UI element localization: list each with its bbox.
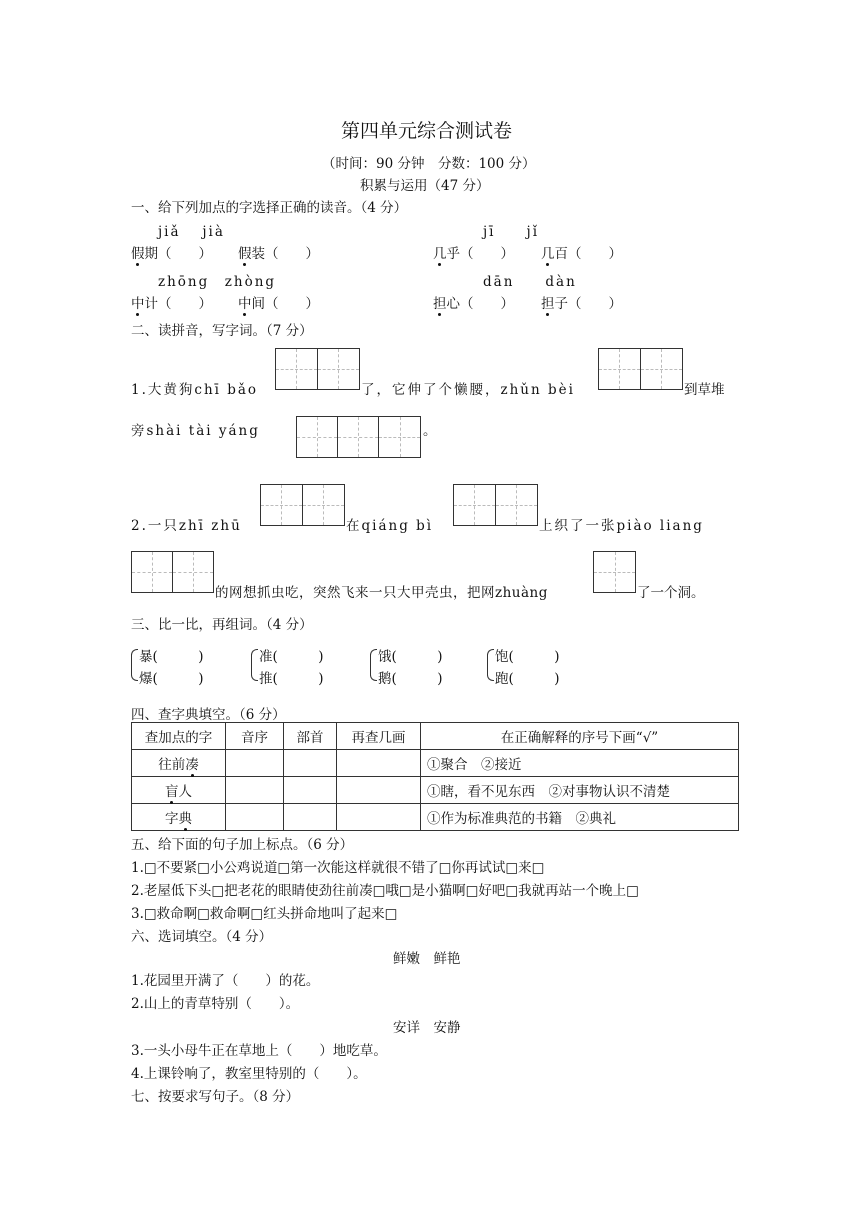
fill-question: 3.一头小母牛正在草地上（ ）地吃草。	[131, 1043, 387, 1059]
reading-item: 担心（ ）	[433, 292, 514, 312]
pinyin-options: jiǎ jià	[158, 224, 225, 240]
writing-grid[interactable]	[453, 484, 538, 526]
dotted-char: 几	[433, 242, 447, 262]
punctuation-sentence: 1.□不要紧□小公鸡说道□第一次能这样就很不错了□你再试试□来□	[131, 860, 545, 876]
dotted-char: 中	[238, 292, 252, 312]
reading-item: 几乎（ ）	[433, 242, 514, 262]
dotted-char: 盲	[165, 780, 179, 800]
answer-cell[interactable]	[284, 804, 337, 831]
section-7-heading: 七、按要求写句子。（8 分）	[131, 1089, 300, 1105]
table-header-row	[132, 723, 739, 750]
writing-grid[interactable]	[296, 416, 421, 458]
exam-meta: （时间：90 分钟 分数：100 分）	[322, 156, 536, 172]
compare-word: 饱( )	[495, 649, 560, 665]
writing-grid[interactable]	[598, 348, 683, 390]
writing-grid[interactable]	[593, 551, 636, 593]
compare-word: 鹅( )	[378, 671, 443, 687]
answer-cell[interactable]	[284, 750, 337, 777]
word-choices: 鲜嫩 鲜艳	[393, 951, 461, 967]
pinyin-sentence: 到草堆	[684, 382, 725, 398]
answer-cell[interactable]	[337, 750, 421, 777]
dotted-char: 假	[238, 242, 252, 262]
reading-item: 假装（ ）	[238, 242, 319, 262]
fill-question: 1.花园里开满了（ ）的花。	[131, 973, 320, 989]
reading-item: 假期（ ）	[131, 242, 212, 262]
fill-question: 4.上课铃响了，教室里特别的（ ）。	[131, 1066, 367, 1082]
reading-item: 几百（ ）	[541, 242, 622, 262]
answer-cell[interactable]	[337, 804, 421, 831]
part-title: 积累与运用（47 分）	[360, 178, 490, 194]
page-title: 第四单元综合测试卷	[341, 120, 513, 142]
pinyin-sentence: 在qiáng bì	[346, 518, 434, 534]
table-row	[132, 750, 739, 777]
answer-cell[interactable]	[226, 750, 284, 777]
target-word: 往前凑	[132, 750, 226, 777]
answer-cell[interactable]	[284, 777, 337, 804]
answer-cell[interactable]	[226, 804, 284, 831]
section-6-heading: 六、选词填空。（4 分）	[131, 929, 273, 945]
column-header: 部首	[284, 723, 337, 750]
dotted-char: 中	[131, 292, 145, 312]
reading-item: 中计（ ）	[131, 292, 212, 312]
reading-item: 担子（ ）	[541, 292, 622, 312]
column-header: 查加点的字	[132, 723, 226, 750]
target-word: 字典	[132, 804, 226, 831]
explanation-cell[interactable]: ①作为标准典范的书籍 ②典礼	[421, 804, 739, 831]
dotted-char: 担	[541, 292, 555, 312]
compare-word: 准( )	[259, 649, 324, 665]
dotted-char: 假	[131, 242, 145, 262]
writing-grid[interactable]	[260, 484, 345, 526]
pinyin-sentence: 了一个洞。	[637, 585, 705, 601]
section-5-heading: 五、给下面的句子加上标点。（6 分）	[131, 837, 354, 853]
table-row	[132, 777, 739, 804]
column-header: 音序	[226, 723, 284, 750]
section-3-heading: 三、比一比，再组词。（4 分）	[131, 617, 313, 633]
explanation-cell[interactable]: ①聚合 ②接近	[421, 750, 739, 777]
reading-item: 中间（ ）	[238, 292, 319, 312]
column-header: 在正确解释的序号下画“√”	[421, 723, 739, 750]
dictionary-table	[131, 722, 739, 831]
section-4-heading: 四、查字典填空。（6 分）	[131, 707, 286, 723]
brace	[251, 649, 258, 681]
pinyin-sentence: 了，它伸了个懒腰，zhǔn bèi	[361, 382, 575, 398]
pinyin-sentence: 的网想抓虫吃，突然飞来一只大甲壳虫，把网zhuàng	[215, 585, 548, 601]
punctuation-sentence: 2.老屋低下头□把老花的眼睛使劲往前凑□哦□是小猫啊□好吧□我就再站一个晚上□	[131, 883, 639, 899]
fill-question: 2.山上的青草特别（ ）。	[131, 996, 300, 1012]
answer-cell[interactable]	[226, 777, 284, 804]
pinyin-sentence: 上织了一张piào liang	[539, 518, 704, 534]
writing-grid[interactable]	[275, 348, 360, 390]
brace	[131, 649, 138, 681]
writing-grid[interactable]	[131, 551, 214, 593]
brace	[487, 649, 494, 681]
pinyin-options: dān dàn	[483, 274, 577, 290]
section-1-heading: 一、给下列加点的字选择正确的读音。（4 分）	[131, 200, 408, 216]
compare-word: 爆( )	[139, 671, 204, 687]
word-choices: 安详 安静	[393, 1020, 461, 1036]
compare-word: 跑( )	[495, 671, 560, 687]
pinyin-sentence: 旁shài tài yáng	[131, 423, 260, 439]
pinyin-sentence: 1.大黄狗chī bǎo	[131, 382, 259, 398]
answer-cell[interactable]	[337, 777, 421, 804]
pinyin-options: jī jǐ	[483, 224, 540, 240]
compare-word: 饿( )	[378, 649, 443, 665]
pinyin-sentence: 2.一只zhī zhū	[131, 518, 242, 534]
dotted-char: 凑	[185, 753, 199, 773]
pinyin-sentence: 。	[423, 423, 437, 439]
compare-word: 暴( )	[139, 649, 204, 665]
dotted-char: 几	[541, 242, 555, 262]
pinyin-options: zhōng zhòng	[158, 274, 277, 290]
brace	[370, 649, 377, 681]
section-2-heading: 二、读拼音，写字词。（7 分）	[131, 323, 313, 339]
dotted-char: 典	[179, 807, 193, 827]
table-row	[132, 804, 739, 831]
target-word: 盲人	[132, 777, 226, 804]
compare-word: 推( )	[259, 671, 324, 687]
dotted-char: 担	[433, 292, 447, 312]
explanation-cell[interactable]: ①瞎，看不见东西 ②对事物认识不清楚	[421, 777, 739, 804]
column-header: 再查几画	[337, 723, 421, 750]
punctuation-sentence: 3.□救命啊□救命啊□红头拼命地叫了起来□	[131, 906, 398, 922]
